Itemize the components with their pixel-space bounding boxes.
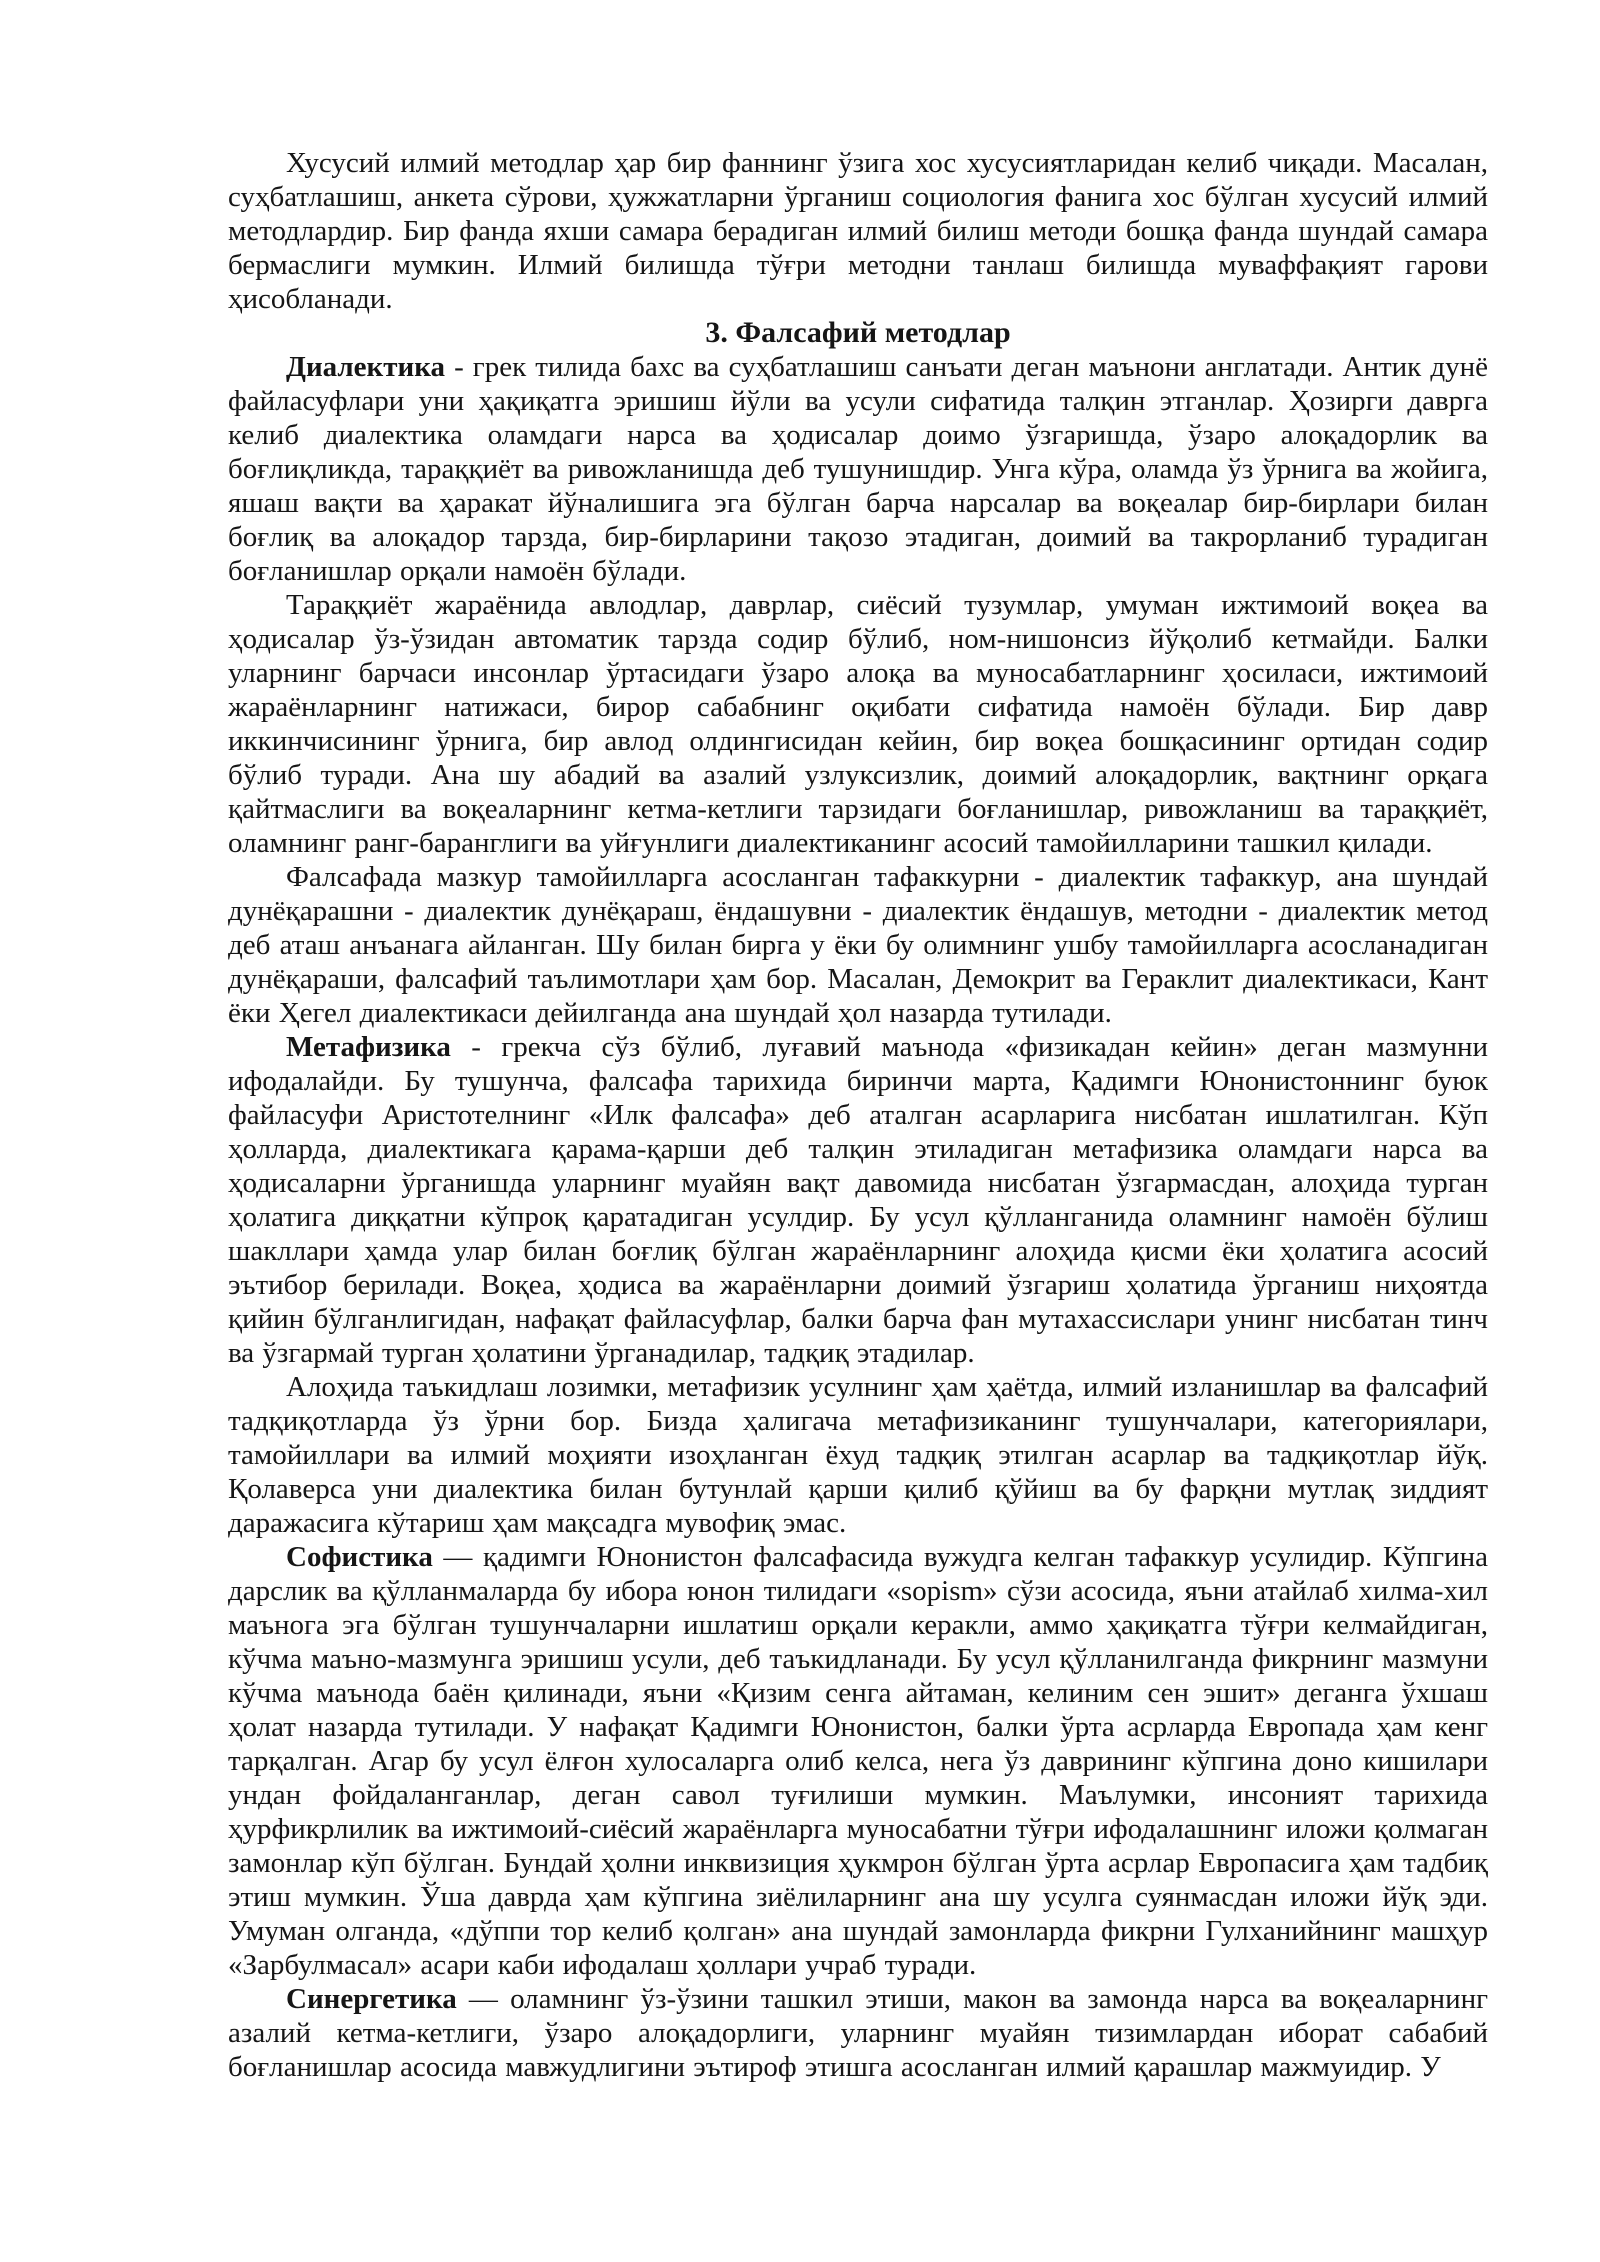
paragraph-metaphysics-note [228, 1370, 1488, 1540]
section-heading: 3. Фалсафий методлар [705, 316, 1011, 349]
term-dialectics: Диалектика [286, 351, 445, 383]
term-synergetics: Синергетика [286, 1983, 457, 2015]
term-sophistics: Софистика [286, 1541, 433, 1573]
paragraph-sophistics-text: — қадимги Юнонистон фалсафасида вужудга келган тафаккур усулидир. Кўпгина дарслик ва қўлланмаларда бу ибора юнон тилидаги «sopism» сўзи асосида, яъни атайлаб хилма-хил маънога эга бўлган тушунчаларни ишлатиш орқали керакли, аммо ҳақиқатга тўғри келмайдиган, кўчма маъно-мазмунга эришиш усули, деб таъкидланади. Бу усул қўлланилганда фикрнинг мазмуни кўчма маънода баён қилинади, яъни «Қизим сенга айтаман, келиним сен эшит» деганга ўхшаш ҳолат назарда тутилади. У нафақат Қадимги Юнонистон, балки ўрта асрларда Европада ҳам кенг тарқалган. Агар бу усул ёлғон хулосаларга олиб келса, нега ўз даврининг кўпгина доно кишилари ундан фойдаланганлар, деган савол туғилиши мумкин. Маълумки, инсоният тарихида ҳурфикрлилик ва ижтимоий-сиёсий жараёнларга муносабатни тўғри ифодалашнинг иложи қолмаган замонлар кўп бўлган. Бундай ҳолни инквизиция ҳукмрон бўлган ўрта асрлар Европасига ҳам тадбиқ этиш мумкин. Ўша даврда ҳам кўпгина зиёлиларнинг ана шу усулга суянмасдан иложи йўқ эди. Умуман олганда, «дўппи тор келиб қолган» ана шундай замонларда фикрни Гулханийнинг машҳур «Зарбулмасал» асари каби ифодалаш ҳоллари учраб туради. [228, 1541, 1488, 1981]
paragraph-development [228, 588, 1488, 860]
paragraph-sophistics [228, 1540, 1488, 1982]
paragraph-development-text: Тараққиёт жараёнида авлодлар, даврлар, сиёсий тузумлар, умуман ижтимоий воқеа ва ҳодисалар ўз-ўзидан автоматик тарзда содир бўлиб, ном-нишонсиз йўқолиб кетмайди. Балки уларнинг барчаси инсонлар ўртасидаги ўзаро алоқа ва муносабатларнинг ҳосиласи, ижтимоий жараёнларнинг натижаси, бирор сабабнинг оқибати сифатида намоён бўлади. Бир давр иккинчисининг ўрнига, бир авлод олдингисидан кейин, бир воқеа бошқасининг ортидан содир бўлиб туради. Ана шу абадий ва азалий узлуксизлик, доимий алоқадорлик, вақтнинг орқага қайтмаслиги ва воқеаларнинг кетма-кетлиги тарзидаги боғланишлар, ривожланиш ва тараққиёт, оламнинг ранг-баранглиги ва уйғунлиги диалектиканинг асосий тамойилларини ташкил қилади. [228, 589, 1488, 859]
paragraph-dialectics-text: - грек тилида бахс ва суҳбатлашиш санъати деган маънони англатади. Антик дунё файласуфлари уни ҳақиқатга эришиш йўли ва усули сифатида талқин этганлар. Ҳозирги даврга келиб диалектика оламдаги нарса ва ҳодисалар доимо ўзгаришда, ўзаро алоқадорлик ва боғлиқликда, тараққиёт ва ривожланишда деб тушунишдир. Унга кўра, оламда ўз ўрнига ва жойига, яшаш вақти ва ҳаракат йўналишига эга бўлган барча нарсалар ва воқеалар бир-бирлари билан боғлиқ ва алоқадор тарзда, бир-бирларини тақозо этадиган, доимий ва такрорланиб турадиган боғланишлар орқали намоён бўлади. [228, 351, 1488, 587]
paragraph-dialectics [228, 350, 1488, 588]
paragraph-metaphysics [228, 1030, 1488, 1370]
paragraph-philosophy-principles [228, 860, 1488, 1030]
paragraph-intro [228, 146, 1488, 316]
term-metaphysics: Метафизика [286, 1031, 451, 1063]
paragraph-principles-text: Фалсафада мазкур тамойилларга асосланган тафаккурни - диалектик тафаккур, ана шундай дунёқарашни - диалектик дунёқараш, ёндашувни - диалектик ёндашув, методни - диалектик метод деб аташ анъанага айланган. Шу билан бирга у ёки бу олимнинг ушбу тамойилларга асосланадиган дунёқараши, фалсафий таълимотлари ҳам бор. Масалан, Демокрит ва Гераклит диалектикаси, Кант ёки Ҳегел диалектикаси дейилганда ана шундай ҳол назарда тутилади. [228, 861, 1488, 1029]
paragraph-synergetics-text: — оламнинг ўз-ўзини ташкил этиши, макон ва замонда нарса ва воқеаларнинг азалий кетма-кетлиги, ўзаро алоқадорлиги, уларнинг муайян тизимлардан иборат сабабий боғланишлар асосида мавжудлигини эътироф этишга асосланган илмий қарашлар мажмуидир. У [228, 1983, 1488, 2083]
paragraph-synergetics [228, 1982, 1488, 2084]
paragraph-metaphysics-text: - грекча сўз бўлиб, луғавий маънода «физикадан кейин» деган мазмунни ифодалайди. Бу тушунча, фалсафа тарихида биринчи марта, Қадимги Юнонистоннинг буюк файласуфи Аристотелнинг «Илк фалсафа» деб аталган асарларига нисбатан ишлатилган. Кўп ҳолларда, диалектикага қарама-қарши деб талқин этиладиган метафизика оламдаги нарса ва ҳодисаларни ўрганишда уларнинг муайян вақт давомида нисбатан ўзгармасдан, алоҳида турган ҳолатига диққатни кўпроқ қаратадиган усулдир. Бу усул қўлланганида оламнинг намоён бўлиш шакллари ҳамда улар билан боғлиқ бўлган жараёнларнинг алоҳида қисми ёки ҳолатига асосий эътибор берилади. Воқеа, ҳодиса ва жараёнларни доимий ўзгариш ҳолатида ўрганиш ниҳоятда қийин бўлганлигидан, нафақат файласуфлар, балки барча фан мутахассислари унинг нисбатан тинч ва ўзгармай турган ҳолатини ўрганадилар, тадқиқ этадилар. [228, 1031, 1488, 1369]
paragraph-metaphysics-note-text: Алоҳида таъкидлаш лозимки, метафизик усулнинг ҳам ҳаётда, илмий изланишлар ва фалсафий тадқиқотларда ўз ўрни бор. Бизда ҳалигача метафизиканинг тушунчалари, категориялари, тамойиллари ва илмий моҳияти изоҳланган ёхуд тадқиқ этилган асарлар ва тадқиқотлар йўқ. Қолаверса уни диалектика билан бутунлай қарши қилиб қўйиш ва бу фарқни мутлақ зиддият даражасига кўтариш ҳам мақсадга мувофиқ эмас. [228, 1371, 1488, 1539]
paragraph-intro-text: Хусусий илмий методлар ҳар бир фаннинг ўзига хос хусусиятларидан келиб чиқади. Масалан, суҳбатлашиш, анкета сўрови, ҳужжатларни ўрганиш социология фанига хос бўлган хусусий илмий методлардир. Бир фанда яхши самара берадиган илмий билиш методи бошқа фанда шундай самара бермаслиги мумкин. Илмий билишда тўғри методни танлаш билишда муваффақият гарови ҳисобланади. [228, 147, 1488, 315]
